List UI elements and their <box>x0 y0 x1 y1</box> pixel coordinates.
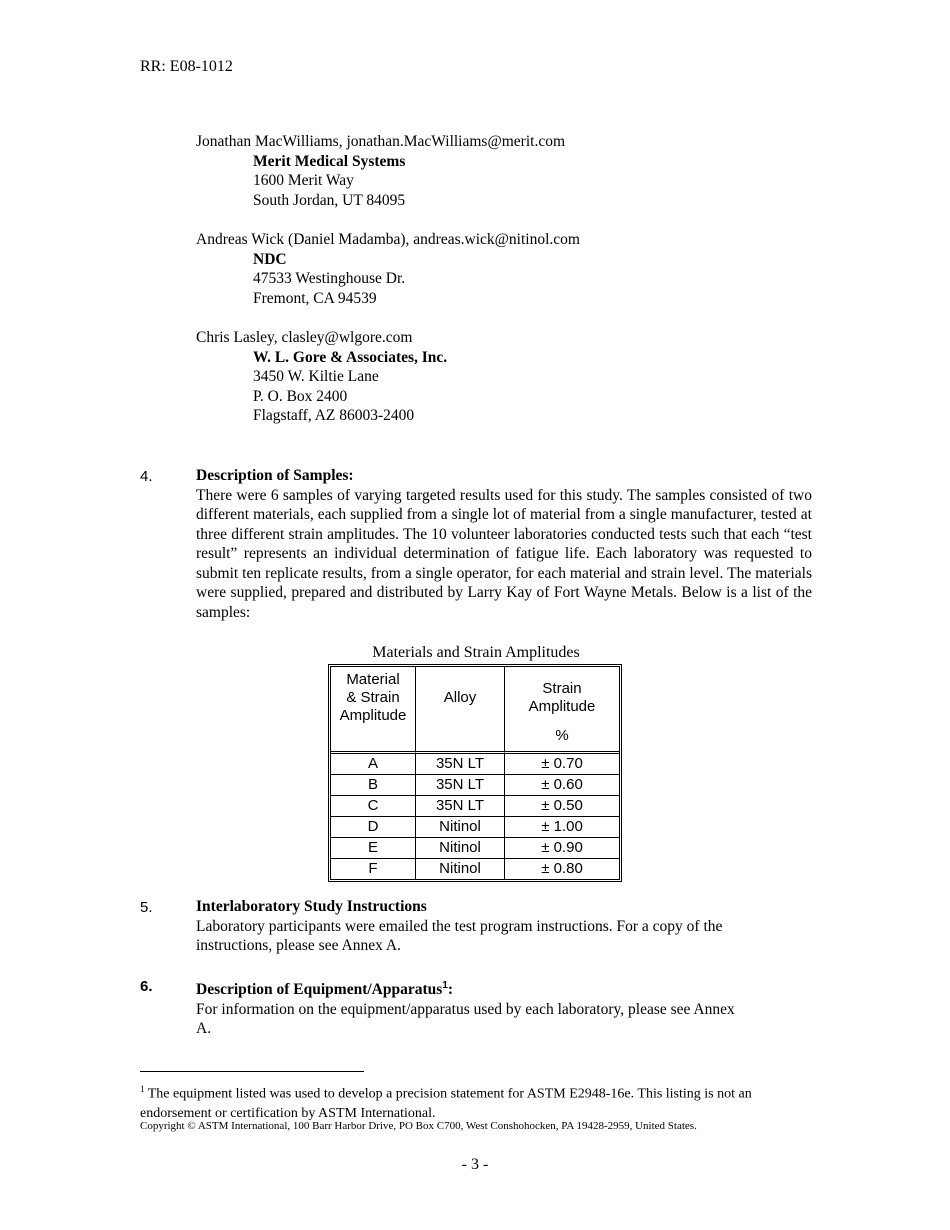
section-instructions <box>196 897 812 956</box>
cell-id: B <box>331 775 416 796</box>
contact-name: Chris Lasley, clasley@wlgore.com <box>196 329 413 346</box>
header-material: Material & Strain Amplitude <box>331 667 416 754</box>
contact-block <box>196 132 796 210</box>
cell-alloy: Nitinol <box>416 859 505 879</box>
cell-alloy: 35N LT <box>416 775 505 796</box>
cell-id: A <box>331 754 416 775</box>
cell-alloy: 35N LT <box>416 754 505 775</box>
page-number: - 3 - <box>461 1156 489 1173</box>
table-row <box>331 754 619 775</box>
contact-address-line: 1600 Merit Way <box>253 172 354 189</box>
header-strain: Strain Amplitude % <box>505 667 619 754</box>
contact-address-line: 3450 W. Kiltie Lane <box>253 368 379 385</box>
cell-strain: ± 1.00 <box>505 817 619 838</box>
table-caption: Materials and Strain Amplitudes <box>372 644 580 661</box>
section-title: Description of Samples: <box>196 467 354 484</box>
contact-name: Andreas Wick (Daniel Madamba), andreas.wick@nitinol.com <box>196 231 580 248</box>
table-row <box>331 817 619 838</box>
section-samples <box>196 466 812 622</box>
contact-address-line: 47533 Westinghouse Dr. <box>253 270 406 287</box>
cell-id: D <box>331 817 416 838</box>
table-row <box>331 775 619 796</box>
footnote-text: The equipment listed was used to develop a precision statement for ASTM E2948-16e. This listing is not an endorsement or certification by ASTM International. <box>140 1086 752 1121</box>
cell-strain: ± 0.80 <box>541 860 583 877</box>
table-row <box>331 859 619 879</box>
table-header-row <box>331 667 619 754</box>
footnote-ref: 1 <box>442 980 448 991</box>
cell-id: F <box>331 859 416 879</box>
cell-alloy: 35N LT <box>416 796 505 817</box>
section-title: Description of Equipment/Apparatus$^1$: <box>196 980 454 999</box>
contact-address-line: Flagstaff, AZ 86003-2400 <box>253 407 415 424</box>
cell-strain: ± 0.90 <box>505 838 619 859</box>
contact-org: Merit Medical Systems <box>253 152 406 170</box>
copyright-notice: Copyright © ASTM International, 100 Barr Harbor Drive, PO Box C700, West Conshohocken, PA 19428-2959, United States. <box>140 1120 697 1132</box>
cell-alloy: Nitinol <box>416 817 505 838</box>
contact-name: Jonathan MacWilliams, jonathan.MacWilliams@merit.com <box>196 133 566 150</box>
section-title: Interlaboratory Study Instructions <box>196 898 427 915</box>
section-number: 4. <box>140 468 153 485</box>
section-body-line: instructions, please see Annex A. <box>196 937 401 954</box>
section-body-line: For information on the equipment/apparatus used by each laboratory, please see Annex <box>196 1000 735 1018</box>
section-body-line: Laboratory participants were emailed the test program instructions. For a copy of the <box>196 917 723 935</box>
cell-strain: ± 0.70 <box>505 754 619 775</box>
materials-table <box>328 664 622 882</box>
contact-block <box>196 230 796 308</box>
section-number: 6. <box>140 978 153 995</box>
section-body: There were 6 samples of varying targeted results used for this study. The samples consisted of two different materials, each supplied from a single lot of material from a single manufacturer, tested at three different strain amplitudes. The 10 volunteer laboratories conducted tests such that each “test result” represents an individual determination of fatigue life. Each laboratory was requested to submit ten replicate results, from a single operator, for each material and strain level. The materials were supplied, prepared and distributed by Larry Kay of Fort Wayne Metals. Below is a list of the samples: <box>196 486 812 621</box>
contact-address-line: Fremont, CA 94539 <box>253 289 377 307</box>
contact-address-line: South Jordan, UT 84095 <box>253 191 406 209</box>
cell-id: E <box>331 838 416 859</box>
footnote-marker: 1 <box>140 1084 145 1094</box>
table-row <box>331 796 619 817</box>
section-body-line: A. <box>196 1020 212 1038</box>
contact-block <box>196 328 796 426</box>
contact-org: NDC <box>253 250 287 268</box>
contact-org: W. L. Gore & Associates, Inc. <box>253 348 448 366</box>
contact-address-line: P. O. Box 2400 <box>253 387 348 405</box>
cell-alloy: Nitinol <box>416 838 505 859</box>
cell-id: C <box>331 796 416 817</box>
cell-strain: ± 0.50 <box>505 796 619 817</box>
header-alloy: Alloy <box>416 667 505 754</box>
section-equipment <box>196 976 812 1039</box>
section-number: 5. <box>140 899 153 916</box>
table-row <box>331 838 619 859</box>
footnote-separator <box>140 1071 364 1072</box>
cell-strain: ± 0.60 <box>505 775 619 796</box>
document-id: RR: E08-1012 <box>140 58 233 75</box>
